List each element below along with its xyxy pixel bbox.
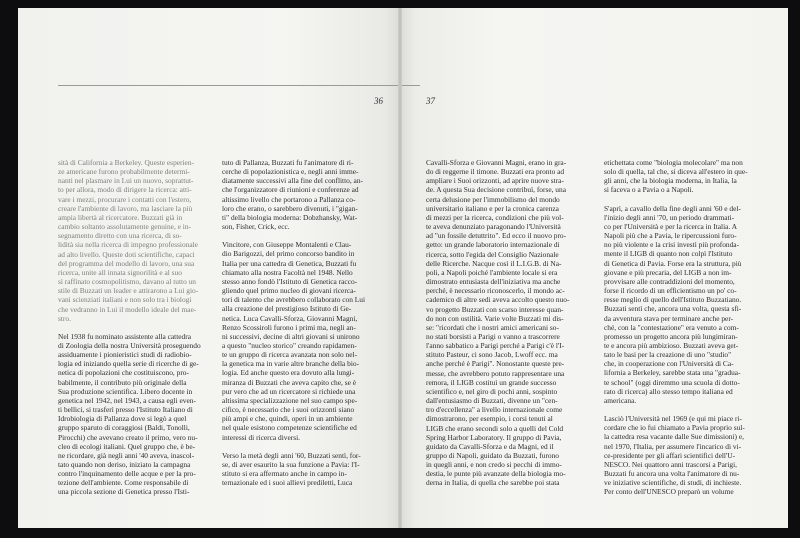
text-column-2 — [222, 158, 380, 487]
paragraph: S'aprì, a cavallo della fine degli anni '60 e del- l'inizio degli anni '70, un periodo drammati- co per l'Università e per la ricerca in Italia. A Napoli più che a Pavia, le ripercussioni furo- no più violente e la crisi investì più profonda- mente il LIGB di quanto non colpì l'Istituto di Genetica di Pavia. Forse era la struttura, più giovane e più precaria, del LIGB a non im- provvisare alle contraddizioni del momento, forse il ricordo di un efficientismo un po' co- resse meglio di quello dell'Istituto Buzzatiano. Buzzati sentì che, ancora una volta, questa sfi- da avventura stava per terminare anche per- ché, con la "contestazione" era venuto a com- promesso un progetto ancora più lungimiran- te e ancora più ambizioso. Buzzati aveva get- tato le basi per la creazione di uno "studio" che, in cooperazione con l'Università di Ca- lifornia a Berkeley, sarebbe stata una "gradua- te school" (oggi diremmo una scuola di dotto- rato di ricerca) allo stesso tempo italiana ed americana. — [604, 203, 742, 405]
text-column-2 — [604, 158, 772, 496]
right-page — [400, 8, 788, 528]
paragraph: Lasciò l'Università nel 1969 (e qui mi piace ri- cordare che io fui chiamato a Pavia proprio sul- la cattedra resa vacante dalle Sue dimissioni) e, nel 1970, l'Italia, per assumere l'incarico di vi- ce-presidente per gli affari scientifici dell'U- NESCO. Nei quattoro anni trascorsi a Parigi, Buzzati fu ancora una volta l'animatore di nu- ve iniziative scientifiche, di studi, di inchieste. Per conto dell'UNESCO preparò un volume — [604, 414, 745, 497]
paragraph: etichettata come "biologia molecolare" ma non solo di quella, tal che, si diceva all'estero in que- gli anni, che la biologia moderna, in Italia, la si faceva o a Pavia o a Napoli. — [604, 158, 748, 195]
paragraph: Vincitore, con Giuseppe Montalenti e Clau- dio Barigozzi, del primo concorso bandito in Italia per una cattedra di Genetica, Buzzati fu chiamato alla nostra Facoltà nel 1948. Nello stesso anno fondò l'Istituto di Genetica racco- gliendo quel primo nucleo di giovani ricerca- tori di talento che avrebbero collaborato con Lui alla creazione del prestigioso Istituto di Ge- netica. Luca Cavalli-Sforza, Giovanni Magni, Renzo Scossiroli furono i primi ma, negli an- ni successivi, decine di altri giovani si unirono a questo "nucleo storico" creando rapidamen- te un gruppo di ricerca avanzata non solo nel- la genetica ma in varie altre branche della bio- logia. Ed anche questo era dovuto alla lungi- miranza di Buzzati che aveva capito che, se è pur vero che ad un ricercatore si richiede una altissima specializzazione nel suo campo spe- cifico, è necessario che i suoi orizzonti siano più ampi e che, quindi, operi in un ambiente nel quale esistono competenze scientifiche ed interessi di ricerca diversi. — [222, 240, 366, 442]
paragraph: sità di California a Berkeley. Queste esperien- ze americane furono probabilmente determi- nanti nel plasmare in Lui un nuovo, soprattut- to per allora, modo di dirigere la ricerca: atti- vare i mezzi, procurare i contatti con l'estero, creare l'ambiente di lavoro, ma lasciare la più ampia libertà al ricercatore. Buzzati già in cambio soltanto assolutamente genuine, e in- segnamento diretto con una ricerca, di so- lidità sia nella ricerca di impegno professionale ad alto livello. Queste doti scientifiche, capaci del programma del modello di lavoro, una sua ricerca, unite all innata signorilità e al suo sì raffinato cosmopolitismo, davano al tutto un stile di Buzzati un leader e attirarono a Lui gio- vani scienziati italiani e non solo tra i biologi che vedranno in Lui il modello ideale del mae- stro. — [58, 158, 199, 323]
left-page — [18, 8, 400, 528]
header-rule — [58, 85, 400, 86]
page-number: 36 — [374, 96, 383, 106]
page-number: 37 — [426, 96, 435, 106]
text-column-1 — [426, 158, 586, 488]
paragraph: Cavalli-Sforza e Giovanni Magni, erano in gra- do di reggerne il timone. Buzzati era pronto ad ampliare i Suoi orizzonti, ad aprire nuove stra- de. A questa Sua decisione contribuì, forse, una certa delusione per l'immobilismo del mondo universitario italiano e per la cronica carenza di mezzi per la ricerca, condizioni che più vol- te aveva denunziato paragonando l'Università ad "un fossile detuttrito". Ed ecco il nuovo pro- getto: un grande laboratorio internazionale di ricerca, sotto l'egida del Consiglio Nazionale delle Ricerche. Nacque così il L.I.G.B. di Na- poli, a Napoli poiché l'ambiente locale si era dimostrato entusiasta dell'iniziativa ma anche perché, è necessario riconoscerlo, il mondo ac- cademico di altre sedi aveva accolto questo nuo- vo progetto Buzzati con scarso interesse quan- do non con ostilità. Varie volte Buzzati mi dis- se: "ricordati che i nostri amici americani so- no stati borsisti a Parigi o vanno a trascorrere l'anno sabbatico a Parigi perché a Parigi c'è l'I- stituto Pasteur, ci sono Jacob, Lwoff ecc. ma anche perché è Parigi". Nonostante queste pre- messe, che avrebbero potuto rappresentare una remora, il LIGB costituì un grande successo scientifico e, nel giro di pochi anni, sospinto dall'entusiasmo di Buzzati, divenne un "cen- tro d'eccellenza" a livello internazionale come dimostrarono, per esempio, i corsi tenuti al LIGB che erano secondi solo a quelli del Cold Spring Harbor Laboratory. Il gruppo di Pavia, guidato da Cavalli-Sforza e da Magni, ed il gruppo di Napoli, guidato da Buzzati, furono in quegli anni, e non credo si pecchi di immo- destia, le punte più avanzate della biologia mo- derna in Italia, di quella che sarebbe poi stata — [426, 158, 570, 488]
text-column-1 — [58, 158, 206, 497]
paragraph: Nel 1938 fu nominato assistente alla cattedra di Zoologia della nostra Università proseguendo assiduamente i pionieristici studi di radiobio- logia ed iniziando quella serie di ricerche di ge- netica di popolazioni che costituiscono, pro- babilmente, il contributo più originale della Sua produzione scientifica. Libero docente in genetica nel 1942, nel 1943, a causa egli even- ti bellici, si trasferì presso l'Istituto Italiano di Idrobiologia di Pallanza dove si legò a quel gruppo sparuto di coraggiosi (Baldi, Tonolli, Pirocchi) che avevano creato il primo, vero nu- cleo di ecologi italiani. Quel gruppo che, è be- ne ricordare, già negli anni '40 aveva, inascol- tato quando non deriso, iniziato la campagna contro l'inquinamento delle acque e per la pro- tezione dell'ambiente. Come responsabile di una piccola sezione di Genetica presso l'Isti- — [58, 331, 201, 497]
book-gutter — [398, 8, 402, 528]
paragraph: Verso la metà degli anni '60, Buzzati sentì, for- se, di aver esaurito la sua funzione a Pavia: l'I- stituto si era affermato anche in campo in- ternazionale ed i suoi allievi prediletti, Luca — [222, 450, 361, 488]
header-rule — [400, 85, 420, 86]
paragraph: tuto di Pallanza, Buzzati fu l'animatore di ri- cerche di popolazionistica e, negli anni imme- diatamente successivi alla fine del conflitto, an- che l'organizzatore di riunioni e conferenze ad altissimo livello che portarono a Pallanza co- loro che erano, o sarebbero divenuti, i "gigan- ti" della biologia moderna: Dobzhansky, Wat- son, Fisher, Crick, ecc. — [222, 158, 363, 232]
